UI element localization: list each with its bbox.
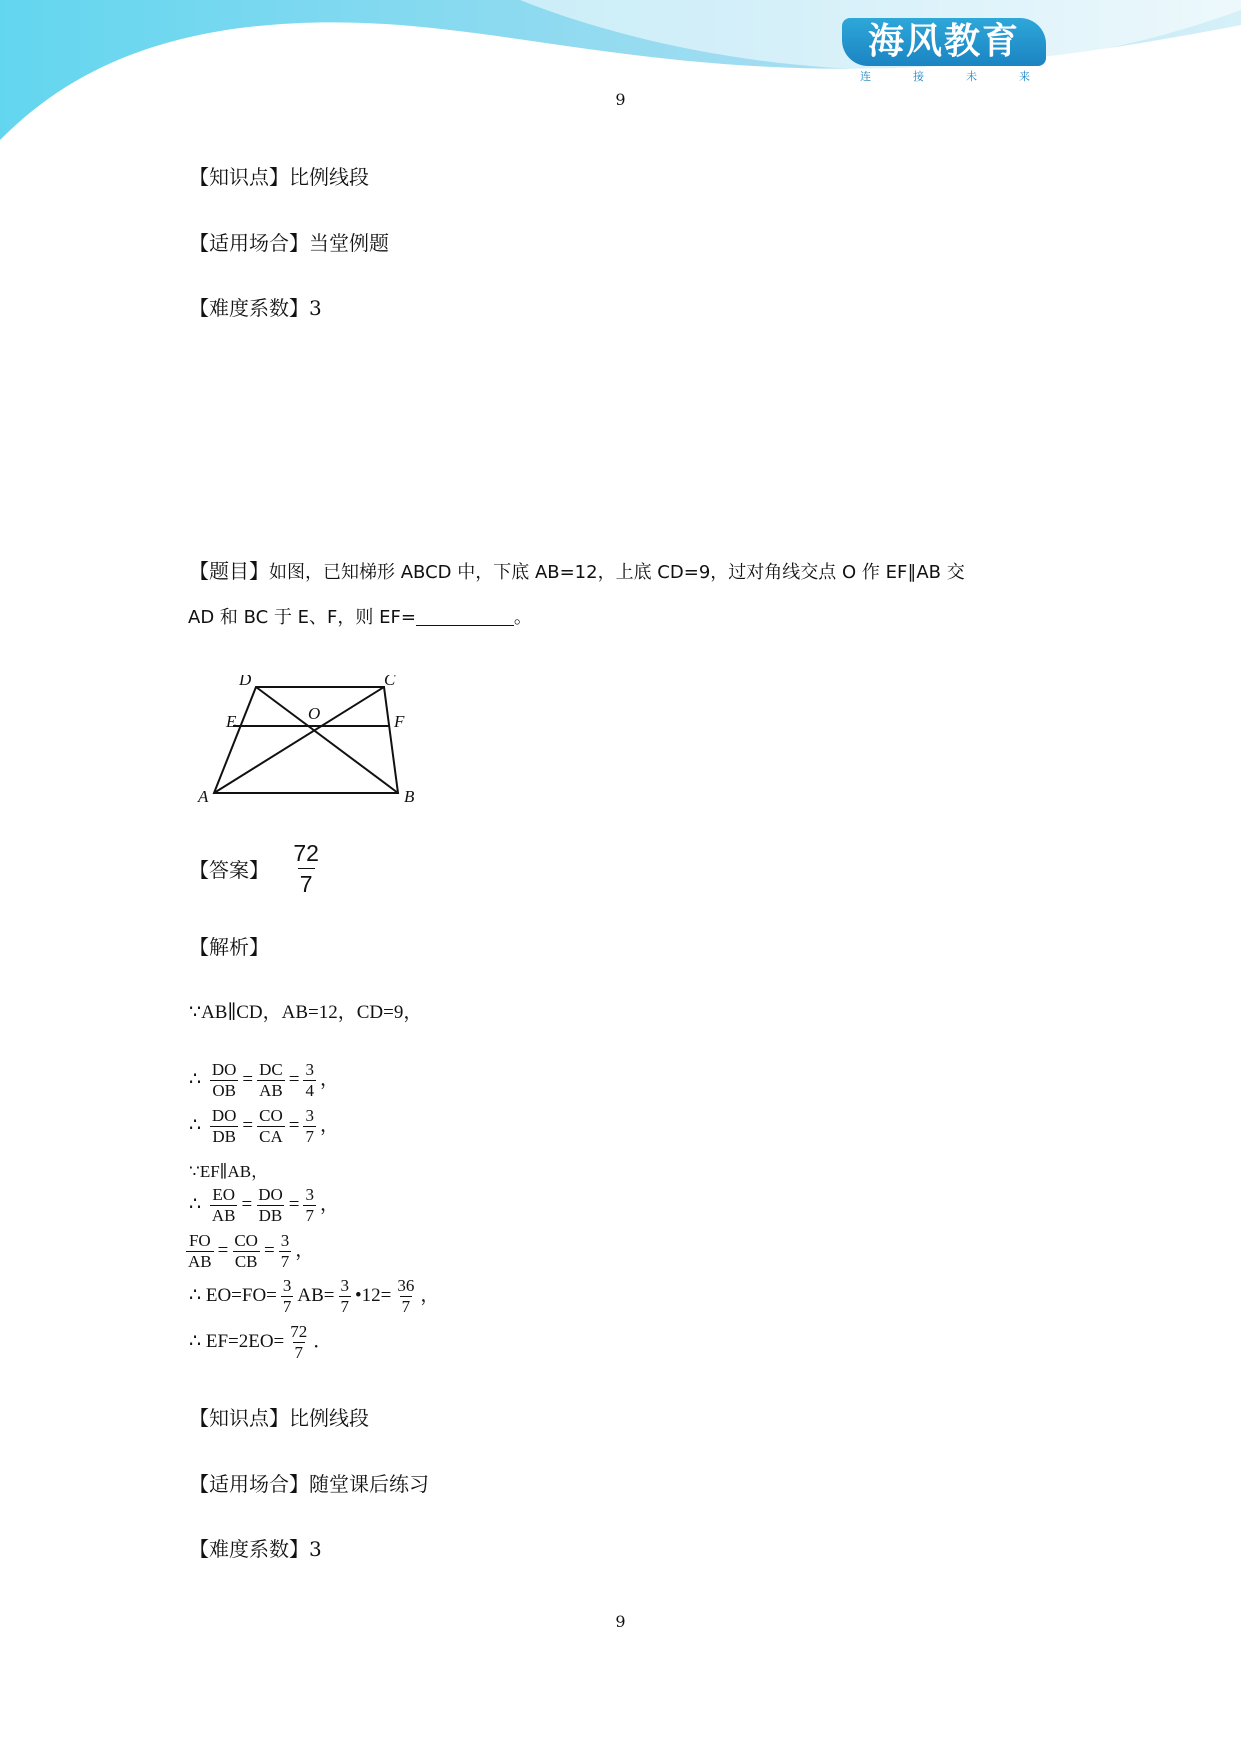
diagonal-bd (256, 687, 398, 793)
fraction-den: OB (212, 1081, 236, 1100)
page-number-top: 9 (615, 90, 626, 109)
equals: = (263, 1239, 275, 1261)
equals: = (288, 1068, 300, 1090)
fraction-den: 7 (340, 1297, 349, 1316)
analysis-step-6 (189, 1276, 439, 1317)
answer-numerator: 72 (293, 840, 319, 866)
equals: = (241, 1193, 253, 1215)
therefore-symbol: ∴ (189, 1068, 202, 1090)
because-symbol: ∵ (189, 1162, 200, 1181)
knowledge-point-2: 【知识点】比例线段 (189, 1406, 369, 1430)
analysis-step-7 (189, 1322, 332, 1363)
therefore-symbol: ∴ (189, 1193, 202, 1215)
fraction-den: CA (259, 1127, 283, 1146)
comma: ， (319, 1114, 339, 1136)
answer-blank (416, 607, 514, 626)
fraction-num: 3 (282, 1276, 292, 1295)
usage-scenario-2: 【适用场合】随堂课后练习 (189, 1472, 429, 1496)
analysis-step-3 (189, 1157, 268, 1182)
question-line-1 (189, 555, 965, 584)
usage-scenario: 【适用场合】当堂例题 (189, 231, 389, 255)
fraction-den: 7 (305, 1206, 314, 1225)
fraction-den: 7 (280, 1252, 290, 1271)
fraction-num: CO (259, 1106, 283, 1125)
fraction-den: DB (258, 1206, 283, 1225)
equals: = (217, 1239, 229, 1261)
fraction-num: EO (212, 1185, 235, 1204)
label-c: C (384, 675, 396, 689)
comma: ， (295, 1239, 315, 1261)
therefore-symbol: ∴ (189, 1284, 202, 1306)
trapezoid-figure (196, 675, 436, 805)
step-text: EF=2EO= (205, 1330, 285, 1352)
logo-slogan (860, 68, 1030, 84)
answer-line (189, 838, 325, 899)
answer-denominator: 7 (298, 868, 315, 899)
page-number-bottom: 9 (615, 1612, 626, 1631)
difficulty-2: 【难度系数】3 (189, 1537, 322, 1561)
comma: ， (319, 1193, 339, 1215)
question-line-2 (188, 603, 532, 629)
question-text-2: AD 和 BC 于 E、F，则 EF= (188, 607, 416, 628)
brand-logo (842, 18, 1046, 84)
comma: ， (420, 1284, 440, 1306)
answer-tag: 【答案】 (189, 858, 269, 882)
label-e: E (226, 712, 237, 731)
equals: = (242, 1068, 254, 1090)
fraction-num: 3 (305, 1185, 314, 1204)
analysis-step-5 (186, 1231, 314, 1272)
fraction-den: 7 (294, 1343, 304, 1362)
question-end: 。 (513, 607, 532, 628)
header-wave-decoration (0, 0, 1241, 150)
fraction-num: DO (211, 1060, 237, 1079)
question-tag: 【题目】 (189, 559, 269, 583)
analysis-tag: 【解析】 (189, 935, 269, 959)
step-text: •12= (355, 1284, 392, 1306)
fraction-num: 3 (280, 1231, 290, 1250)
fraction-den: AB (259, 1081, 283, 1100)
logo-main-text: 海风教育 (842, 18, 1046, 66)
answer-fraction (291, 838, 321, 899)
knowledge-point: 【知识点】比例线段 (189, 165, 369, 189)
step-text: AB= (297, 1284, 335, 1306)
fraction-num: 3 (305, 1060, 314, 1079)
fraction-num: 36 (397, 1276, 415, 1295)
fraction-num: DO (258, 1185, 283, 1204)
analysis-step-4 (189, 1185, 339, 1226)
fraction-num: FO (188, 1231, 211, 1250)
analysis-given: ∵AB∥CD，AB=12，CD=9， (189, 1002, 423, 1023)
fraction-num: 72 (290, 1322, 308, 1341)
label-f: F (394, 712, 405, 731)
difficulty: 【难度系数】3 (189, 296, 322, 320)
question-text: 如图，已知梯形 ABCD 中，下底 AB=12，上底 CD=9，过对角线交点 O 作 EF∥AB 交 (269, 562, 965, 583)
fraction-den: DB (212, 1127, 236, 1146)
fraction-den: 7 (401, 1297, 411, 1316)
therefore-symbol: ∴ (189, 1330, 202, 1352)
label-o: O (308, 704, 321, 723)
equals: = (242, 1114, 254, 1136)
step-text: EF∥AB， (199, 1162, 269, 1181)
fraction-num: 3 (340, 1276, 349, 1295)
comma: ， (319, 1068, 339, 1090)
fraction-den: CB (234, 1252, 258, 1271)
fraction-den: 7 (305, 1127, 314, 1146)
diagonal-ac (214, 687, 384, 793)
fraction-den: 4 (305, 1081, 314, 1100)
fraction-num: DO (211, 1106, 237, 1125)
step-text: EO=FO= (205, 1284, 277, 1306)
label-b: B (404, 787, 415, 805)
period: ． (313, 1330, 333, 1352)
fraction-den: 7 (282, 1297, 292, 1316)
fraction-num: DC (259, 1060, 283, 1079)
logo-slogan-char: 连 (860, 70, 871, 83)
analysis-step-2 (189, 1106, 339, 1147)
label-d: D (239, 675, 252, 689)
fraction-den: AB (188, 1252, 212, 1271)
logo-slogan-char: 来 (1019, 70, 1030, 83)
fraction-num: CO (234, 1231, 258, 1250)
equals: = (288, 1114, 300, 1136)
analysis-step-1 (189, 1060, 339, 1101)
fraction-num: 3 (305, 1106, 314, 1125)
logo-slogan-char: 接 (913, 70, 924, 83)
fraction-den: AB (211, 1206, 236, 1225)
equals: = (288, 1193, 300, 1215)
label-a: A (198, 787, 209, 805)
trapezoid-outline (214, 687, 398, 793)
logo-slogan-char: 未 (966, 70, 977, 83)
therefore-symbol: ∴ (189, 1114, 202, 1136)
